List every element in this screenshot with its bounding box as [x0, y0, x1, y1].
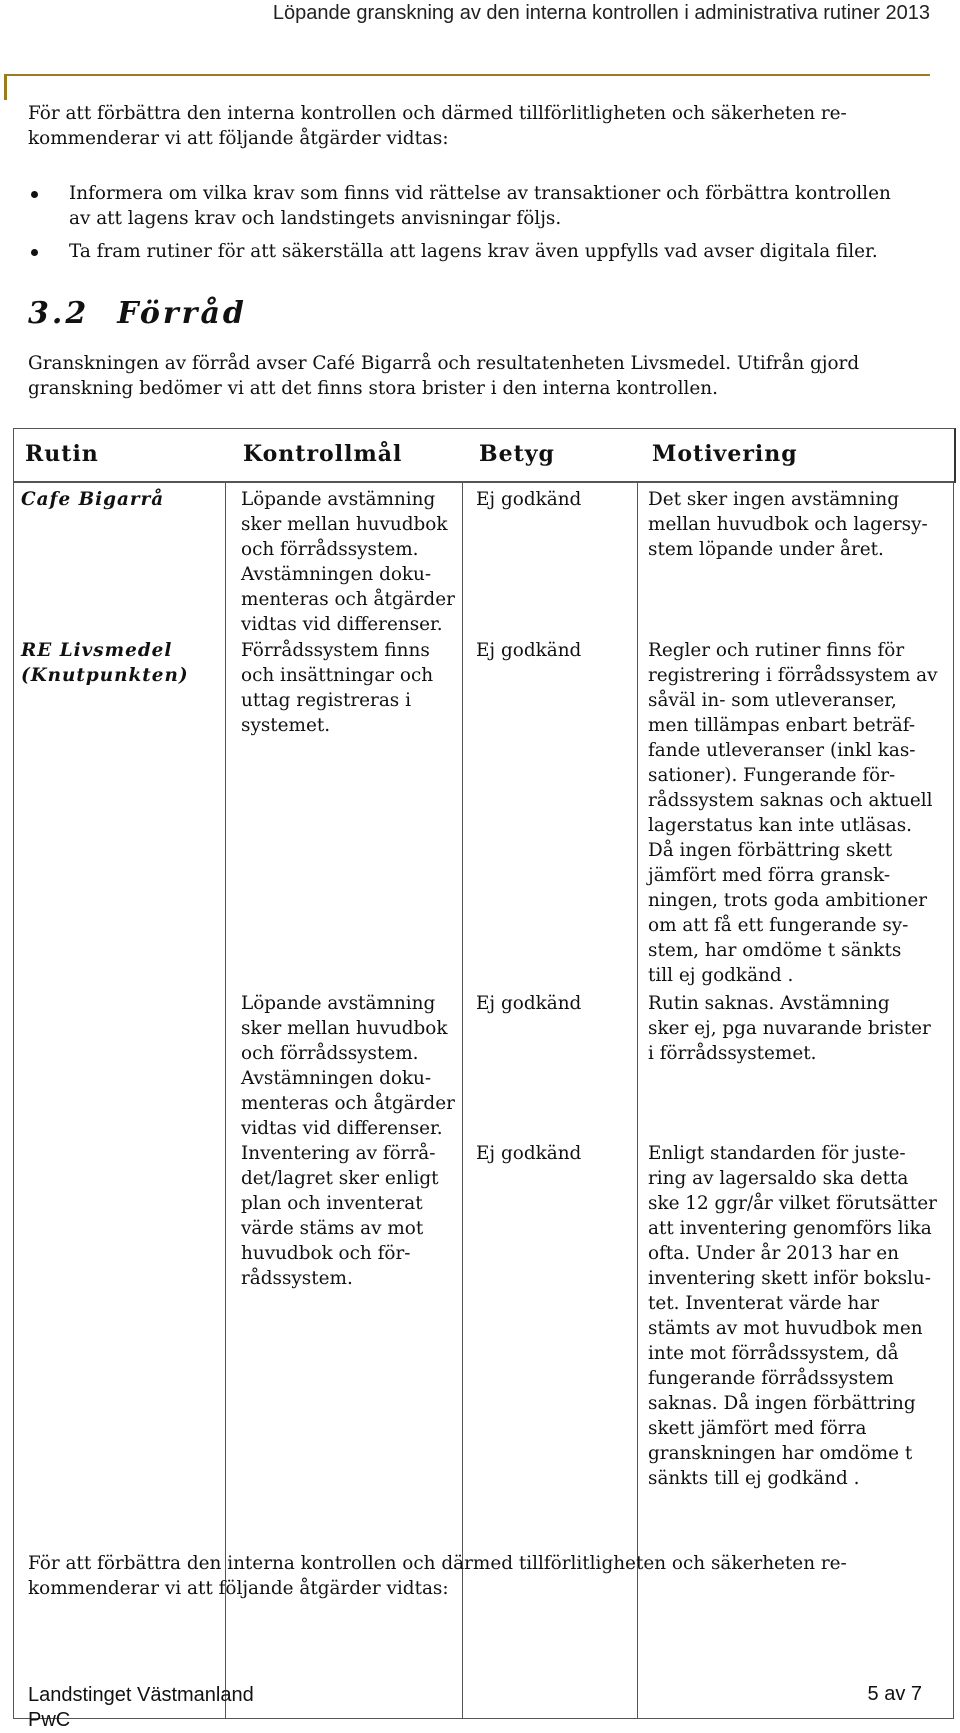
cell-line: Avstämningen doku-: [241, 564, 432, 585]
cell-line: uttag registreras i: [241, 690, 411, 711]
cell-line: det/lagret sker enligt: [241, 1168, 439, 1189]
cell-line: jämfört med förra gransk-: [648, 865, 891, 886]
cell-line: rådssystem saknas och aktuell: [648, 790, 933, 811]
footer-organization: Landstinget Västmanland: [28, 1684, 254, 1706]
cell-line: vidtas vid differenser.: [241, 614, 443, 635]
cell-line: sker ej, pga nuvarande brister: [648, 1018, 931, 1039]
section-title: Förråd: [117, 296, 247, 331]
betyg-cell: Ej godkänd: [476, 1143, 582, 1164]
betyg-cell: Ej godkänd: [476, 640, 582, 661]
cell-line: och insättningar och: [241, 665, 434, 686]
betyg-cell: Ej godkänd: [476, 993, 582, 1014]
kontrollmal-cell: [241, 487, 455, 637]
cell-line: Inventering av förrå-: [241, 1143, 436, 1164]
rutin-label-line: (Knutpunkten): [21, 665, 189, 686]
column-divider: [225, 481, 226, 1719]
cell-line: Förrådssystem finns: [241, 640, 430, 661]
kontrollmal-cell: [241, 991, 455, 1141]
rutin-label-cafe: [21, 487, 164, 512]
bullet-line: Ta fram rutiner för att säkerställa att lagens krav även uppfylls vad avser digitala filer.: [69, 241, 878, 262]
rutin-label-livsmedel: [21, 638, 189, 688]
cell-line: att inventering genomförs lika: [648, 1218, 932, 1239]
cell-line: stem, har omdöme t sänkts: [648, 940, 902, 961]
cell-line: stämts av mot huvudbok men: [648, 1318, 923, 1339]
cell-line: fungerande förrådssystem: [648, 1368, 894, 1389]
cell-line: värde stäms av mot: [241, 1218, 424, 1239]
section-description-line: granskning bedömer vi att det finns stora brister i den interna kontrollen.: [28, 378, 718, 399]
cell-line: såväl in- som utleveranser,: [648, 690, 897, 711]
cell-line: systemet.: [241, 715, 331, 736]
kontrollmal-cell: [241, 638, 433, 738]
cell-line: plan och inventerat: [241, 1193, 423, 1214]
cell-line: vidtas vid differenser.: [241, 1118, 443, 1139]
list-item: [28, 181, 928, 231]
list-item: [28, 239, 928, 264]
cell-line: Rutin saknas. Avstämning: [648, 993, 890, 1014]
intro-paragraph: [28, 101, 918, 151]
cell-line: och förrådssystem.: [241, 1043, 419, 1064]
column-header-rutin: Rutin: [25, 441, 99, 467]
betyg-cell: Ej godkänd: [476, 489, 582, 510]
rutin-label-line: Cafe Bigarrå: [21, 489, 165, 510]
bullet-line: Informera om vilka krav som finns vid rättelse av transaktioner och förbättra kontrollen: [69, 183, 891, 204]
cell-line: Löpande avstämning: [241, 993, 436, 1014]
cell-line: ring av lagersaldo ska detta: [648, 1168, 909, 1189]
closing-line: kommenderar vi att följande åtgärder vidtas:: [28, 1578, 449, 1599]
cell-line: mellan huvudbok och lagersy-: [648, 514, 928, 535]
cell-line: saknas. Då ingen förbättring: [648, 1393, 916, 1414]
cell-line: tet. Inventerat värde har: [648, 1293, 880, 1314]
cell-line: Då ingen förbättring skett: [648, 840, 893, 861]
cell-line: menteras och åtgärder: [241, 589, 455, 610]
cell-line: rådssystem.: [241, 1268, 353, 1289]
cell-line: ofta. Under år 2013 har en: [648, 1243, 899, 1264]
bullet-icon: [31, 191, 38, 198]
cell-line: inte mot förrådssystem, då: [648, 1343, 899, 1364]
section-description-line: Granskningen av förråd avser Café Bigarrå och resultatenheten Livsmedel. Utifrån gjord: [28, 353, 860, 374]
section-description: [28, 351, 918, 401]
motivering-cell: [648, 487, 928, 562]
column-header-kontrollmal: Kontrollmål: [243, 441, 403, 467]
section-heading: [28, 296, 247, 331]
section-number: 3.2: [28, 296, 90, 331]
rutin-label-line: RE Livsmedel: [21, 640, 173, 661]
cell-line: till ej godkänd .: [648, 965, 794, 986]
cell-line: Regler och rutiner finns för: [648, 640, 905, 661]
cell-line: Löpande avstämning: [241, 489, 436, 510]
footer-left: [28, 1683, 254, 1733]
cell-line: sker mellan huvudbok: [241, 1018, 448, 1039]
cell-line: skett jämfört med förra: [648, 1418, 867, 1439]
table-header: [13, 428, 956, 483]
cell-line: Det sker ingen avstämning: [648, 489, 899, 510]
running-header: Löpande granskning av den interna kontrollen i administrativa rutiner 2013: [272, 2, 930, 24]
column-header-betyg: Betyg: [479, 441, 555, 467]
cell-line: stem löpande under året.: [648, 539, 884, 560]
header-rule-vertical: [4, 74, 7, 100]
cell-line: och förrådssystem.: [241, 539, 419, 560]
motivering-cell: [648, 1141, 937, 1491]
cell-line: ske 12 ggr/år vilket förutsätter: [648, 1193, 937, 1214]
footer-company: PwC: [28, 1709, 71, 1731]
bullet-line: av att lagens krav och landstingets anvisningar följs.: [69, 208, 562, 229]
bullet-icon: [31, 249, 38, 256]
cell-line: ningen, trots goda ambitioner: [648, 890, 928, 911]
cell-line: sänkts till ej godkänd .: [648, 1468, 860, 1489]
kontrollmal-cell: [241, 1141, 439, 1291]
column-divider: [637, 481, 638, 1719]
cell-line: sker mellan huvudbok: [241, 514, 448, 535]
motivering-cell: [648, 638, 938, 988]
cell-line: registrering i förrådssystem av: [648, 665, 938, 686]
column-header-motivering: Motivering: [652, 441, 798, 467]
cell-line: Enligt standarden för juste-: [648, 1143, 906, 1164]
recommendation-list: [28, 181, 928, 264]
cell-line: sationer). Fungerande för-: [648, 765, 896, 786]
cell-line: men tillämpas enbart beträf-: [648, 715, 916, 736]
cell-line: granskningen har omdöme t: [648, 1443, 913, 1464]
cell-line: om att få ett fungerande sy-: [648, 915, 909, 936]
cell-line: fande utleveranser (inkl kas-: [648, 740, 916, 761]
cell-line: i förrådssystemet.: [648, 1043, 817, 1064]
motivering-cell: [648, 991, 931, 1066]
header-rule-horizontal: [4, 74, 930, 76]
cell-line: Avstämningen doku-: [241, 1068, 432, 1089]
cell-line: menteras och åtgärder: [241, 1093, 455, 1114]
intro-line: kommenderar vi att följande åtgärder vidtas:: [28, 128, 449, 149]
column-divider: [462, 481, 463, 1719]
closing-paragraph: [28, 1551, 918, 1601]
intro-line: För att förbättra den interna kontrollen och därmed tillförlitligheten och säkerheten re-: [28, 103, 847, 124]
cell-line: inventering skett inför bokslu-: [648, 1268, 931, 1289]
cell-line: lagerstatus kan inte utläsas.: [648, 815, 913, 836]
cell-line: huvudbok och för-: [241, 1243, 411, 1264]
page-number: 5 av 7: [867, 1683, 922, 1705]
closing-line: För att förbättra den interna kontrollen och därmed tillförlitligheten och säkerheten re-: [28, 1553, 847, 1574]
